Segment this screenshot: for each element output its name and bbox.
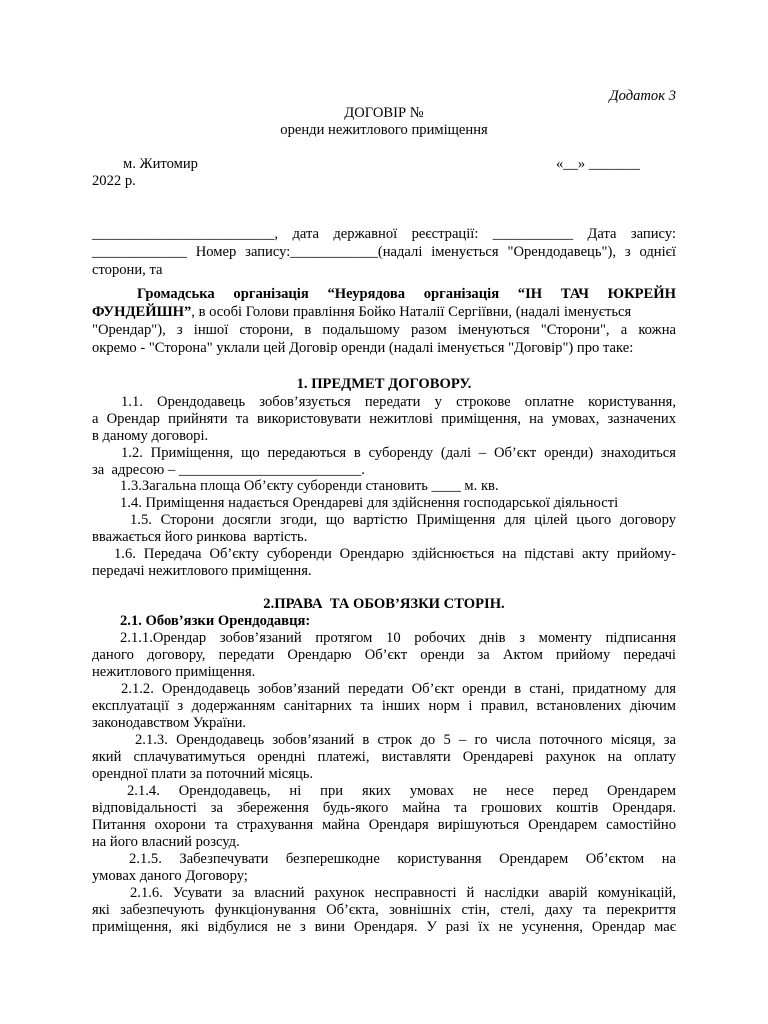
party1-line3: сторони, та	[92, 262, 163, 278]
clause-2-1-5-line2: умовах даного Договору;	[92, 868, 248, 884]
clause-1-1-line2: а Орендар прийняти та використовувати нежитлові приміщення, на умовах, зазначених	[92, 411, 676, 427]
clause-2-1-6-line1: 2.1.6. Усувати за власний рахунок несправності й наслідки аварій комунікацій,	[130, 885, 676, 901]
section2-heading: 2.ПРАВА ТА ОБОВ’ЯЗКИ СТОРІН.	[263, 596, 505, 612]
party1-line1: _________________________, дата державної реєстрації: ___________ Дата запису:	[92, 226, 676, 242]
clause-1-2-line1: 1.2. Приміщення, що передаються в суборенду (далі – Об’єкт оренди) знаходиться	[121, 445, 676, 461]
city: м. Житомир	[123, 156, 198, 172]
party2-name-end: ФУНДЕЙШН”	[92, 304, 192, 320]
party2-line3: "Орендар"), з іншої сторони, в подальшому разом іменуються "Сторони", а кожна	[92, 322, 676, 338]
clause-2-1-2-line2: експлуатації з додержанням санітарних та інших норм і правил, встановлених діючим	[92, 698, 676, 714]
clause-2-1-4-line4: на його власний розсуд.	[92, 834, 240, 850]
clause-2-1-2-line3: законодавством України.	[92, 715, 247, 731]
clause-1-1-line1: 1.1. Орендодавець зобов’язується передати у строкове оплатне користування,	[121, 394, 676, 410]
clause-2-1-3-line1: 2.1.3. Орендодавець зобов’язаний в строк до 5 – го числа поточного місяця, за	[135, 732, 676, 748]
date-blank: «__» _______	[556, 156, 640, 172]
clause-1-5-line1: 1.5. Сторони досягли згоди, що вартістю Приміщення для цілей цього договору	[130, 512, 676, 528]
clause-1-1-line3: в даному договорі.	[92, 428, 209, 444]
clause-1-6-line2: передачі нежитлового приміщення.	[92, 563, 312, 579]
contract-title: ДОГОВІР №	[344, 105, 424, 121]
party2-line4: окремо - "Сторона" уклали цей Договір оренди (надалі іменується "Договір") про таке:	[92, 340, 634, 356]
contract-subtitle: оренди нежитлового приміщення	[280, 122, 488, 138]
clause-2-1-6-line3: приміщення, які відбулися не з вини Орендаря. У разі їх не усунення, Орендар має	[92, 919, 676, 935]
party2-line2	[92, 304, 676, 321]
clause-2-1-3-line3: орендної плати за поточний місяць.	[92, 766, 314, 782]
clause-1-2-line2: за адресою – _________________________.	[92, 462, 365, 478]
document-page	[92, 0, 676, 1024]
clause-2-1-2-line1: 2.1.2. Орендодавець зобов’язаний передати Об’єкт оренди в стані, придатному для	[121, 681, 676, 697]
party2-name: Громадська організація “Неурядова організація “ІН ТАЧ ЮКРЕЙН	[137, 286, 676, 302]
year: 2022 р.	[92, 173, 136, 189]
clause-1-4: 1.4. Приміщення надається Орендареві для здійснення господарської діяльності	[120, 495, 619, 511]
clause-2-1-4-line2: відповідальності за збереження будь-якого майна та грошових коштів Орендаря.	[92, 800, 676, 816]
section1-heading: 1. ПРЕДМЕТ ДОГОВОРУ.	[296, 376, 472, 392]
annex-label: Додаток 3	[609, 88, 676, 104]
subsection-2-1-heading: 2.1. Обов’язки Орендодавця:	[120, 613, 311, 629]
clause-2-1-1-line2: даного договору, передати Орендарю Об’єкт оренди за Актом прийому передачі	[92, 647, 676, 663]
clause-2-1-4-line1: 2.1.4. Орендодавець, ні при яких умовах не несе перед Орендарем	[127, 783, 676, 799]
clause-2-1-4-line3: Питання охорони та страхування майна Орендаря вирішуються Орендарем самостійно	[92, 817, 676, 833]
party1-line2: _____________ Номер запису:____________(надалі іменується "Орендодавець"), з однієї	[92, 244, 676, 260]
clause-2-1-3-line2: який сплачуватимуться орендні платежі, виставляти Орендареві рахунок на оплату	[92, 749, 676, 765]
clause-2-1-1-line3: нежитлового приміщення.	[92, 664, 256, 680]
clause-1-5-line2: вважається його ринкова вартість.	[92, 529, 308, 545]
clause-2-1-5-line1: 2.1.5. Забезпечувати безперешкодне користування Орендарем Об’єктом на	[129, 851, 676, 867]
clause-1-6-line1: 1.6. Передача Об’єкту суборенди Орендарю здійснюється на підставі акту прийому-	[114, 546, 676, 562]
clause-2-1-1-line1: 2.1.1.Орендар зобов’язаний протягом 10 робочих днів з моменту підписання	[120, 630, 676, 646]
clause-2-1-6-line2: які забезпечують функціонування Об’єкта, зовнішніх стін, стелі, даху та перекриття	[92, 902, 676, 918]
party2-line2-rest: , в особі Голови правління Бойко Наталії Сергіївни, (надалі іменується	[191, 304, 632, 320]
clause-1-3: 1.3.Загальна площа Об’єкту суборенди становить ____ м. кв.	[120, 478, 499, 494]
